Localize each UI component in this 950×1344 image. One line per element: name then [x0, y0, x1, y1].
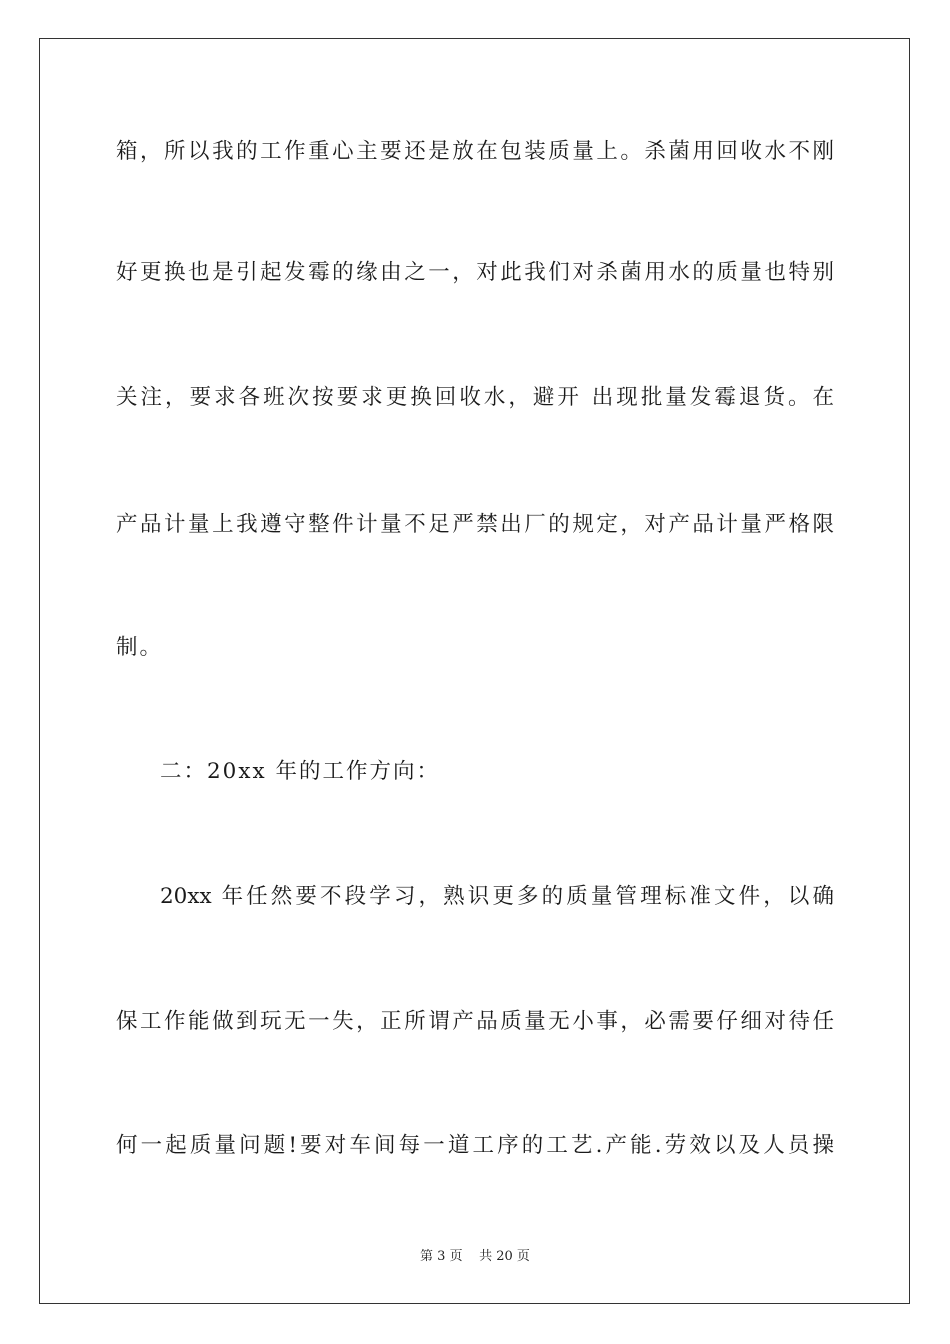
body-line-3: 关注，要求各班次按要求更换回收水，避开 出现批量发霉退货。在: [116, 385, 834, 410]
body-line-8: 保工作能做到玩无一失，正所谓产品质量无小事，必需要仔细对待任: [116, 1009, 834, 1034]
page-total: 共 20 页: [479, 1249, 530, 1264]
body-line-4: 产品计量上我遵守整件计量不足严禁出厂的规定，对产品计量严格限: [116, 512, 834, 537]
body-line-2: 好更换也是引起发霉的缘由之一，对此我们对杀菌用水的质量也特别: [116, 260, 834, 285]
body-line-7: 20xx 年任然要不段学习，熟识更多的质量管理标准文件，以确: [160, 884, 834, 909]
page-frame: [39, 38, 910, 1304]
body-line-5: 制。: [116, 635, 164, 660]
page-number: 第 3 页: [420, 1249, 463, 1264]
body-line-1: 箱，所以我的工作重心主要还是放在包装质量上。杀菌用回收水不刚: [116, 139, 834, 164]
body-line-9: 何一起质量问题!要对车间每一道工序的工艺.产能.劳效以及人员操: [116, 1133, 834, 1158]
page-footer: [0, 1248, 950, 1266]
section-heading: 二：20xx 年的工作方向：: [160, 759, 440, 784]
